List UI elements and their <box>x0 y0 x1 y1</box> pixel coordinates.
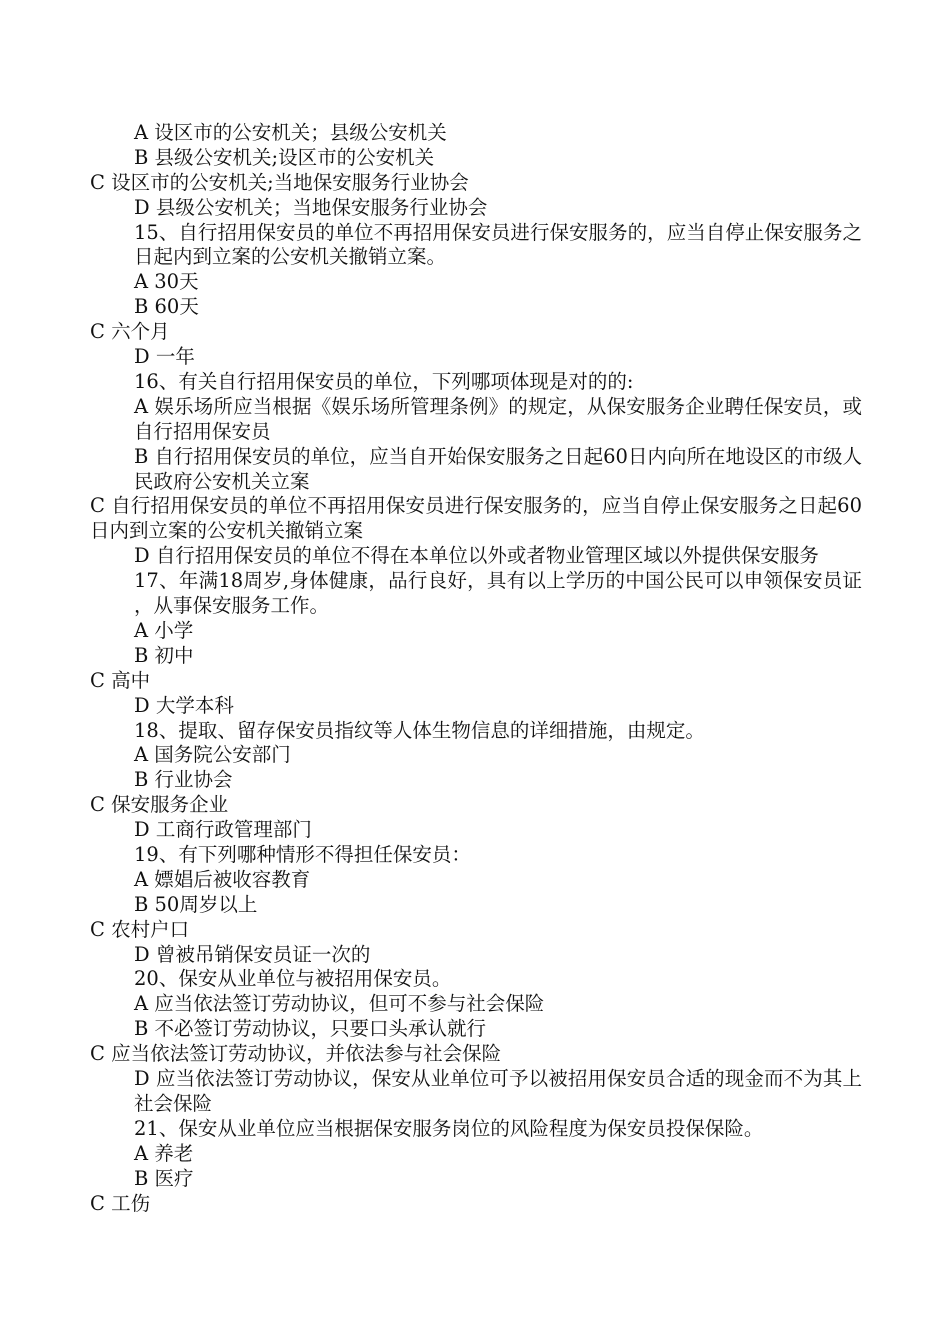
option-line: A 国务院公安部门 <box>134 743 291 767</box>
option-line: C 农村户口 <box>90 917 190 941</box>
option-line: B 医疗 <box>134 1166 194 1190</box>
option-line: B 60天 <box>134 295 199 319</box>
option-line: A 小学 <box>134 618 194 642</box>
option-line: D 大学本科 <box>134 693 234 717</box>
question-20: 20、保安从业单位与被招用保安员。 <box>134 967 452 991</box>
option-line: D 曾被吊销保安员证一次的 <box>134 942 371 966</box>
document-body <box>90 121 862 1216</box>
question-15: 15、自行招用保安员的单位不再招用保安员进行保安服务的，应当自停止保安服务之日起内到立案的公安机关撤销立案。 <box>134 220 862 269</box>
option-line: A 30天 <box>134 270 199 294</box>
option-paragraph: D 自行招用保安员的单位不得在本单位以外或者物业管理区域以外提供保安服务 <box>134 544 819 568</box>
option-line: B 50周岁以上 <box>134 892 258 916</box>
option-line: B 县级公安机关;设区市的公安机关 <box>134 145 435 169</box>
option-line: A 嫖娼后被收容教育 <box>134 867 311 891</box>
option-line: D 一年 <box>134 345 195 369</box>
option-line: D 工商行政管理部门 <box>134 818 312 842</box>
option-line: B 不必签订劳动协议，只要口头承认就行 <box>134 1017 487 1041</box>
option-line: C 工伤 <box>90 1191 151 1215</box>
option-paragraph: B 自行招用保安员的单位，应当自开始保安服务之日起60日内向所在地设区的市级人民政府公安机关立案 <box>134 444 862 493</box>
option-line: A 养老 <box>134 1141 194 1165</box>
option-line: B 行业协会 <box>134 768 233 792</box>
option-paragraph: C 自行招用保安员的单位不再招用保安员进行保安服务的，应当自停止保安服务之日起60日内到立案的公安机关撤销立案 <box>90 494 862 543</box>
question-18: 18、提取、留存保安员指纹等人体生物信息的详细措施，由规定。 <box>134 718 705 742</box>
question-16: 16、有关自行招用保安员的单位，下列哪项体现是对的的: <box>134 369 634 393</box>
option-paragraph: D 应当依法签订劳动协议，保安从业单位可予以被招用保安员合适的现金而不为其上社会保险 <box>134 1067 862 1115</box>
question-17: 17、年满18周岁,身体健康，品行良好，具有以上学历的中国公民可以申领保安员证，从事保安服务工作。 <box>134 569 862 618</box>
option-paragraph: A 娱乐场所应当根据《娱乐场所管理条例》的规定，从保安服务企业聘任保安员，或自行招用保安员 <box>134 394 862 443</box>
option-line: D 县级公安机关；当地保安服务行业协会 <box>134 195 488 219</box>
option-line: C 保安服务企业 <box>90 793 229 817</box>
option-line: A 设区市的公安机关；县级公安机关 <box>134 121 447 144</box>
option-line: C 高中 <box>90 668 151 692</box>
option-line: A 应当依法签订劳动协议，但可不参与社会保险 <box>134 992 545 1016</box>
option-line: C 六个月 <box>90 320 170 344</box>
option-line: B 初中 <box>134 643 194 667</box>
option-line: C 应当依法签订劳动协议，并依法参与社会保险 <box>90 1042 502 1066</box>
option-line: C 设区市的公安机关;当地保安服务行业协会 <box>90 170 469 194</box>
question-19: 19、有下列哪种情形不得担任保安员： <box>134 843 471 866</box>
question-21: 21、保安从业单位应当根据保安服务岗位的风险程度为保安员投保保险。 <box>134 1116 764 1140</box>
